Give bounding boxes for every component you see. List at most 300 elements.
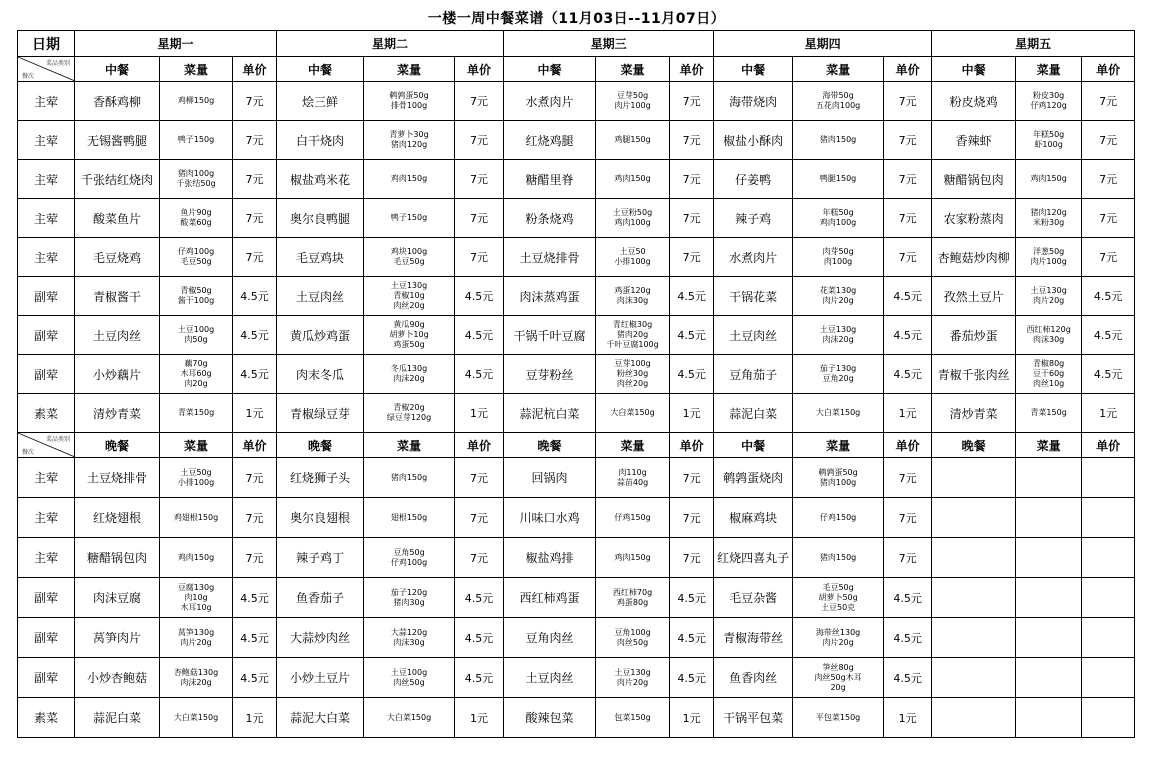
ingredient-line: 藕70g <box>184 359 208 368</box>
dish-quantity <box>596 394 670 433</box>
ingredient-line: 肉芽50g <box>822 247 854 256</box>
dish-price: 7元 <box>455 160 504 199</box>
dish-name: 大蒜炒肉丝 <box>277 618 364 658</box>
dish-price: 4.5元 <box>884 578 932 618</box>
corner-top-label: 菜品类别 <box>45 60 70 67</box>
empty-cell <box>1082 578 1135 618</box>
ingredient-line: 笋丝80g <box>822 662 854 672</box>
dish-name: 青椒海带丝 <box>714 618 793 658</box>
day-header: 星期四 <box>714 31 932 57</box>
dish-price: 4.5元 <box>233 578 277 618</box>
ingredient-line: 土豆50克 <box>821 602 856 612</box>
column-header-price: 单价 <box>670 433 714 458</box>
dish-name: 酸菜鱼片 <box>75 199 160 238</box>
ingredient-line: 鸡肉100g <box>614 218 651 227</box>
dish-name: 椒盐小酥肉 <box>714 121 793 160</box>
dish-quantity <box>160 538 233 578</box>
dish-name: 小炒藕片 <box>75 355 160 394</box>
ingredient-line: 鱼片90g <box>180 208 212 217</box>
ingredient-line: 五花肉100g <box>815 101 861 110</box>
dish-price: 7元 <box>233 82 277 121</box>
ingredient-line: 青椒50g <box>180 286 212 295</box>
ingredient-line: 鸡翅根150g <box>173 512 219 522</box>
ingredient-line: 大蒜120g <box>390 627 428 637</box>
dish-quantity <box>1016 82 1082 121</box>
column-header-price: 单价 <box>1082 433 1135 458</box>
dish-name: 红烧四喜丸子 <box>714 538 793 578</box>
column-header-price: 单价 <box>884 433 932 458</box>
dish-name: 肉末冬瓜 <box>277 355 364 394</box>
dish-name: 西红柿鸡蛋 <box>504 578 596 618</box>
ingredient-line: 鸡块100g <box>390 247 428 256</box>
category-cell: 主荤 <box>18 238 75 277</box>
ingredient-line: 鸡蛋80g <box>616 597 649 607</box>
dish-price: 4.5元 <box>670 658 714 698</box>
dish-name: 孜然土豆片 <box>932 277 1016 316</box>
dish-name: 干锅花菜 <box>714 277 793 316</box>
dish-quantity <box>596 458 670 498</box>
dish-price: 1元 <box>670 698 714 738</box>
column-header-qty: 菜量 <box>793 433 884 458</box>
ingredient-line: 土豆50 <box>619 247 646 256</box>
dish-price: 4.5元 <box>884 618 932 658</box>
dish-price: 4.5元 <box>884 355 932 394</box>
dish-price: 4.5元 <box>455 658 504 698</box>
empty-cell <box>1082 498 1135 538</box>
ingredient-line: 豆腐130g <box>177 582 215 592</box>
dish-quantity <box>793 160 884 199</box>
dish-price: 7元 <box>455 82 504 121</box>
empty-cell <box>1082 538 1135 578</box>
dish-price: 7元 <box>455 199 504 238</box>
dish-name: 土豆肉丝 <box>277 277 364 316</box>
dish-price: 7元 <box>670 199 714 238</box>
dish-price: 7元 <box>233 498 277 538</box>
category-cell: 主荤 <box>18 82 75 121</box>
ingredient-line: 土豆100g <box>390 667 428 677</box>
dish-quantity <box>793 498 884 538</box>
ingredient-line: 小排100g <box>177 477 215 487</box>
dish-name: 香辣虾 <box>932 121 1016 160</box>
ingredient-line: 鸡蛋120g <box>614 286 651 295</box>
dish-quantity <box>160 82 233 121</box>
column-header-price: 单价 <box>670 57 714 82</box>
empty-cell <box>932 538 1016 578</box>
ingredient-line: 鸡柳150g <box>177 96 215 105</box>
dish-price: 7元 <box>670 498 714 538</box>
ingredient-line: 豆角50g <box>393 547 425 557</box>
ingredient-line: 豆芽100g <box>614 359 651 368</box>
ingredient-line: 肉片100g <box>1030 257 1067 266</box>
dish-price: 7元 <box>670 538 714 578</box>
corner-bottom-label: 餐次 <box>22 73 35 80</box>
ingredient-line: 肉片20g <box>822 637 854 647</box>
dish-quantity <box>364 316 455 355</box>
dish-price: 7元 <box>233 199 277 238</box>
dish-quantity <box>596 160 670 199</box>
dish-price: 4.5元 <box>233 277 277 316</box>
dish-price: 4.5元 <box>1082 316 1135 355</box>
ingredient-line: 肉20g <box>184 379 208 388</box>
empty-cell <box>1082 618 1135 658</box>
dish-name: 糖醋锅包肉 <box>75 538 160 578</box>
dish-name: 青椒绿豆芽 <box>277 394 364 433</box>
dish-quantity <box>364 498 455 538</box>
dish-quantity <box>793 394 884 433</box>
dish-price: 7元 <box>1082 82 1135 121</box>
dish-price: 7元 <box>884 458 932 498</box>
dish-quantity <box>160 316 233 355</box>
dish-quantity <box>364 160 455 199</box>
category-cell: 素菜 <box>18 698 75 738</box>
dish-price: 1元 <box>455 698 504 738</box>
ingredient-line: 猪肉120g <box>390 140 428 149</box>
ingredient-line: 青红椒30g <box>612 320 653 329</box>
ingredient-line: 肉片20g <box>1032 296 1065 305</box>
dish-name: 酸辣包菜 <box>504 698 596 738</box>
ingredient-line: 木耳10g <box>180 602 212 612</box>
ingredient-line: 胡萝卜50g <box>818 592 858 602</box>
ingredient-line: 鸡蛋50g <box>393 340 425 349</box>
column-header-meal: 中餐 <box>277 57 364 82</box>
dish-name: 番茄炒蛋 <box>932 316 1016 355</box>
ingredient-line: 年糕50g <box>822 208 854 217</box>
category-cell: 副荤 <box>18 658 75 698</box>
dish-price: 4.5元 <box>455 277 504 316</box>
column-header-price: 单价 <box>455 433 504 458</box>
ingredient-line: 豆干60g <box>1032 369 1065 378</box>
dish-price: 7元 <box>884 199 932 238</box>
ingredient-line: 鸡肉150g <box>614 174 651 183</box>
column-header-qty: 菜量 <box>596 433 670 458</box>
dish-quantity <box>1016 316 1082 355</box>
dish-price: 4.5元 <box>884 277 932 316</box>
ingredient-line: 猪肉150g <box>390 472 428 482</box>
dish-price: 7元 <box>884 538 932 578</box>
lunch-row <box>18 394 1135 433</box>
dish-quantity <box>1016 199 1082 238</box>
dish-quantity <box>793 316 884 355</box>
column-header-meal: 中餐 <box>504 57 596 82</box>
ingredient-line: 猪肉120g <box>1030 208 1067 217</box>
empty-cell <box>932 458 1016 498</box>
dish-name: 青椒千张肉丝 <box>932 355 1016 394</box>
dish-name: 川味口水鸡 <box>504 498 596 538</box>
empty-cell <box>1016 458 1082 498</box>
dish-name: 鹌鹑蛋烧肉 <box>714 458 793 498</box>
ingredient-line: 肉丝10g <box>1032 379 1065 388</box>
column-header-qty: 菜量 <box>793 57 884 82</box>
category-cell: 副荤 <box>18 277 75 316</box>
weekly-menu-table <box>17 30 1135 738</box>
dish-name: 红烧鸡腿 <box>504 121 596 160</box>
empty-cell <box>932 578 1016 618</box>
ingredient-line: 仔鸡100g <box>177 247 215 256</box>
dish-price: 7元 <box>670 160 714 199</box>
ingredient-line: 海带丝130g <box>815 627 861 637</box>
dish-price: 1元 <box>233 698 277 738</box>
column-header-meal: 中餐 <box>75 57 160 82</box>
dish-price: 4.5元 <box>1082 277 1135 316</box>
ingredient-line: 仔鸡150g <box>614 512 651 522</box>
dish-price: 7元 <box>670 121 714 160</box>
dish-price: 4.5元 <box>884 658 932 698</box>
day-header: 星期三 <box>504 31 714 57</box>
dish-price: 4.5元 <box>233 658 277 698</box>
dish-price: 1元 <box>233 394 277 433</box>
dish-quantity <box>596 618 670 658</box>
dish-name: 千张结红烧肉 <box>75 160 160 199</box>
dish-name: 土豆肉丝 <box>714 316 793 355</box>
dish-quantity <box>596 538 670 578</box>
dish-name: 清炒青菜 <box>932 394 1016 433</box>
dish-quantity <box>364 82 455 121</box>
dish-price: 4.5元 <box>233 355 277 394</box>
column-header-meal: 晚餐 <box>504 433 596 458</box>
dish-name: 烩三鲜 <box>277 82 364 121</box>
dish-quantity <box>1016 238 1082 277</box>
dish-quantity <box>1016 355 1082 394</box>
ingredient-line: 青椒10g <box>393 291 425 300</box>
ingredient-line: 猪肉30g <box>393 597 425 607</box>
dish-price: 7元 <box>670 82 714 121</box>
ingredient-line: 土豆100g <box>177 325 215 334</box>
column-header-meal: 晚餐 <box>75 433 160 458</box>
dish-name: 水煮肉片 <box>504 82 596 121</box>
ingredient-line: 肉100g <box>823 257 853 266</box>
dish-quantity <box>364 199 455 238</box>
dish-name: 小炒杏鲍菇 <box>75 658 160 698</box>
dish-name: 椒麻鸡块 <box>714 498 793 538</box>
ingredient-line: 冬瓜130g <box>390 364 428 373</box>
ingredient-line: 胡萝卜10g <box>389 330 429 339</box>
dish-name: 土豆烧排骨 <box>75 458 160 498</box>
dish-name: 干锅平包菜 <box>714 698 793 738</box>
dish-name: 黄瓜炒鸡蛋 <box>277 316 364 355</box>
dish-quantity <box>596 578 670 618</box>
meal-header-row <box>18 57 1135 82</box>
dish-price: 4.5元 <box>670 277 714 316</box>
dish-price: 7元 <box>884 82 932 121</box>
ingredient-line: 鸡肉150g <box>177 552 215 562</box>
ingredient-line: 鹌鹑蛋50g <box>818 467 858 477</box>
empty-cell <box>932 658 1016 698</box>
ingredient-line: 肉110g <box>618 467 647 477</box>
ingredient-line: 花菜130g <box>819 286 857 295</box>
dish-name: 蒜泥白菜 <box>714 394 793 433</box>
dish-price: 4.5元 <box>233 316 277 355</box>
ingredient-line: 肉沫30g <box>393 637 425 647</box>
dish-quantity <box>160 160 233 199</box>
dish-quantity <box>364 394 455 433</box>
dish-price: 4.5元 <box>455 355 504 394</box>
column-header-qty: 菜量 <box>1016 433 1082 458</box>
ingredient-line: 年糕50g <box>1032 130 1065 139</box>
day-header: 星期一 <box>75 31 277 57</box>
ingredient-line: 肉沫20g <box>822 335 854 344</box>
dish-name: 小炒土豆片 <box>277 658 364 698</box>
dish-quantity <box>1016 277 1082 316</box>
dish-price: 4.5元 <box>670 355 714 394</box>
dish-price: 7元 <box>884 121 932 160</box>
ingredient-line: 酸菜60g <box>180 218 212 227</box>
ingredient-line: 莴笋130g <box>177 627 215 637</box>
dish-quantity <box>793 538 884 578</box>
category-cell: 素菜 <box>18 394 75 433</box>
empty-cell <box>1016 658 1082 698</box>
category-cell: 主荤 <box>18 458 75 498</box>
dish-name: 糖醋里脊 <box>504 160 596 199</box>
lunch-row <box>18 199 1135 238</box>
dish-price: 4.5元 <box>233 618 277 658</box>
dinner-row <box>18 578 1135 618</box>
category-cell: 副荤 <box>18 316 75 355</box>
ingredient-line: 鸡肉150g <box>614 552 651 562</box>
day-header: 星期二 <box>277 31 504 57</box>
dish-name: 肉沫蒸鸡蛋 <box>504 277 596 316</box>
dish-price: 7元 <box>455 238 504 277</box>
dish-quantity <box>160 238 233 277</box>
dish-name: 白干烧肉 <box>277 121 364 160</box>
ingredient-line: 虾100g <box>1034 140 1063 149</box>
dish-price: 4.5元 <box>455 618 504 658</box>
ingredient-line: 猪肉100g <box>819 477 857 487</box>
ingredient-line: 茄子130g <box>819 364 857 373</box>
empty-cell <box>1016 618 1082 658</box>
ingredient-line: 肉50g <box>184 335 208 344</box>
ingredient-line: 酱干100g <box>177 296 215 305</box>
lunch-row <box>18 277 1135 316</box>
meal-header-row <box>18 433 1135 458</box>
dish-quantity <box>793 698 884 738</box>
ingredient-line: 洋葱50g <box>1032 247 1065 256</box>
column-header-meal: 中餐 <box>714 57 793 82</box>
dish-quantity <box>160 355 233 394</box>
ingredient-line: 仔鸡100g <box>390 557 428 567</box>
ingredient-line: 鸭子150g <box>390 213 428 222</box>
ingredient-line: 黄瓜90g <box>393 320 425 329</box>
column-header-qty: 菜量 <box>1016 57 1082 82</box>
dish-price: 7元 <box>1082 121 1135 160</box>
dish-price: 7元 <box>455 121 504 160</box>
dish-price: 7元 <box>1082 199 1135 238</box>
dish-quantity <box>160 121 233 160</box>
ingredient-line: 粉皮30g <box>1032 91 1065 100</box>
dish-name: 红烧狮子头 <box>277 458 364 498</box>
ingredient-line: 茄子120g <box>390 587 428 597</box>
dish-quantity <box>793 658 884 698</box>
dish-name: 粉皮烧鸡 <box>932 82 1016 121</box>
dish-name: 鱼香茄子 <box>277 578 364 618</box>
ingredient-line: 土豆130g <box>819 325 857 334</box>
dish-name: 干锅千叶豆腐 <box>504 316 596 355</box>
category-cell: 主荤 <box>18 160 75 199</box>
dish-name: 清炒青菜 <box>75 394 160 433</box>
dish-price: 7元 <box>233 238 277 277</box>
ingredient-line: 猪肉100g <box>177 169 215 178</box>
dish-name: 豆芽粉丝 <box>504 355 596 394</box>
ingredient-line: 毛豆50g <box>180 257 212 266</box>
ingredient-line: 鸭子150g <box>177 135 215 144</box>
dish-quantity <box>160 698 233 738</box>
empty-cell <box>1082 458 1135 498</box>
ingredient-line: 米粉30g <box>1032 218 1065 227</box>
ingredient-line: 毛豆50g <box>393 257 425 266</box>
dish-name: 红烧翅根 <box>75 498 160 538</box>
dish-quantity <box>596 277 670 316</box>
dish-name: 蒜泥大白菜 <box>277 698 364 738</box>
dish-price: 7元 <box>233 458 277 498</box>
dish-name: 毛豆杂酱 <box>714 578 793 618</box>
ingredient-line: 青椒80g <box>1032 359 1065 368</box>
ingredient-line: 猪肉150g <box>819 135 857 144</box>
ingredient-line: 西红柿120g <box>1026 325 1071 334</box>
dish-price: 4.5元 <box>884 316 932 355</box>
dish-quantity <box>793 578 884 618</box>
dish-name: 豆角茄子 <box>714 355 793 394</box>
corner-cell <box>18 433 75 458</box>
ingredient-line: 肉丝20g <box>393 301 425 310</box>
dish-price: 4.5元 <box>1082 355 1135 394</box>
dish-name: 回锅肉 <box>504 458 596 498</box>
dish-name: 蒜泥杭白菜 <box>504 394 596 433</box>
ingredient-line: 肉沫30g <box>1032 335 1065 344</box>
ingredient-line: 鸡肉100g <box>819 218 857 227</box>
lunch-row <box>18 121 1135 160</box>
dish-quantity <box>364 618 455 658</box>
dish-quantity <box>596 199 670 238</box>
ingredient-line: 仔鸡150g <box>819 512 857 522</box>
dish-quantity <box>596 82 670 121</box>
dish-name: 水煮肉片 <box>714 238 793 277</box>
ingredient-line: 平包菜150g <box>815 712 861 722</box>
dish-quantity <box>596 698 670 738</box>
ingredient-line: 西红柿70g <box>612 587 653 597</box>
category-cell: 副荤 <box>18 618 75 658</box>
dish-price: 1元 <box>455 394 504 433</box>
ingredient-line: 土豆130g <box>1030 286 1067 295</box>
dish-name: 毛豆鸡块 <box>277 238 364 277</box>
dish-quantity <box>364 277 455 316</box>
dish-name: 椒盐鸡米花 <box>277 160 364 199</box>
ingredient-line: 毛豆50g <box>822 582 854 592</box>
category-cell: 主荤 <box>18 121 75 160</box>
dish-quantity <box>160 498 233 538</box>
dish-price: 7元 <box>884 498 932 538</box>
dish-price: 7元 <box>884 160 932 199</box>
lunch-row <box>18 355 1135 394</box>
empty-cell <box>932 618 1016 658</box>
dish-name: 鱼香肉丝 <box>714 658 793 698</box>
ingredient-line: 大白菜150g <box>386 712 432 722</box>
ingredient-line: 鹌鹑蛋50g <box>389 91 429 100</box>
dish-quantity <box>364 121 455 160</box>
ingredient-line: 肉沫30g <box>616 296 649 305</box>
dish-name: 椒盐鸡排 <box>504 538 596 578</box>
ingredient-line: 肉片20g <box>180 637 212 647</box>
dish-quantity <box>160 658 233 698</box>
ingredient-line: 大白菜150g <box>173 712 219 722</box>
category-cell: 副荤 <box>18 578 75 618</box>
empty-cell <box>1016 698 1082 738</box>
empty-cell <box>1082 698 1135 738</box>
dish-quantity <box>793 355 884 394</box>
dish-price: 1元 <box>884 394 932 433</box>
empty-cell <box>1016 498 1082 538</box>
dish-quantity <box>793 458 884 498</box>
dish-quantity <box>793 199 884 238</box>
ingredient-line: 肉丝50g <box>616 637 649 647</box>
